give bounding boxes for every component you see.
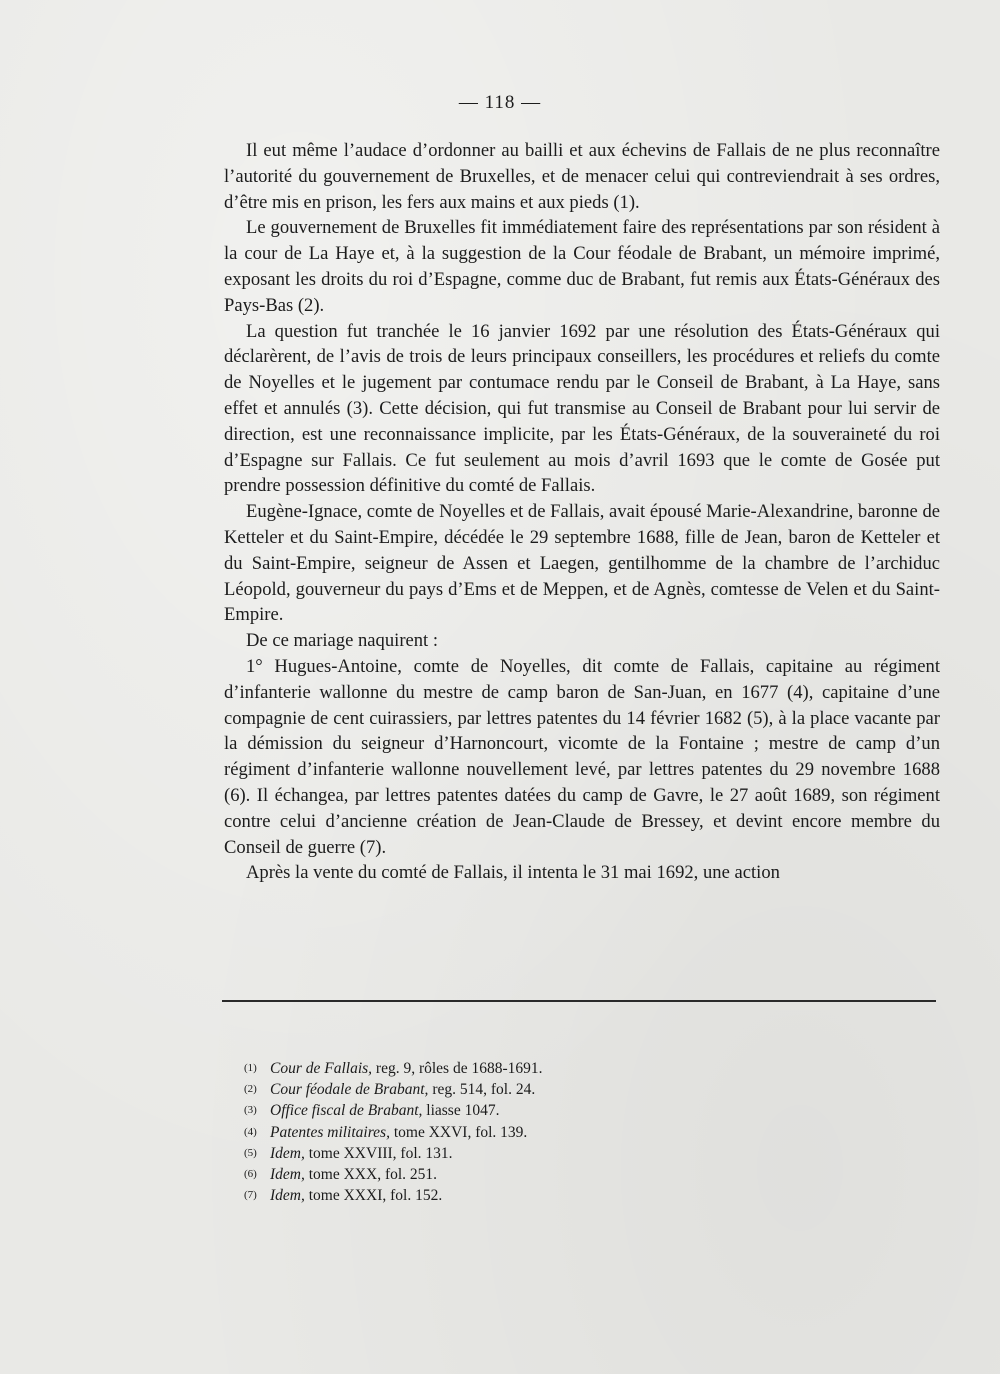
footnote-text bbox=[270, 1185, 442, 1206]
footnote-text bbox=[270, 1100, 499, 1121]
footnote-reference: reg. 514, fol. 24. bbox=[428, 1081, 536, 1099]
paragraph: Après la vente du comté de Fallais, il intenta le 31 mai 1692, une action bbox=[246, 862, 780, 884]
footnote-text bbox=[270, 1058, 543, 1079]
footnote-source-title: Patentes militaires, bbox=[270, 1123, 390, 1141]
footnote-item bbox=[244, 1100, 804, 1121]
footnote-source-title: Cour féodale de Brabant, bbox=[270, 1081, 429, 1099]
footnote-reference: tome XXVIII, fol. 131. bbox=[304, 1144, 453, 1162]
footnote-text bbox=[270, 1079, 535, 1100]
paragraph: De ce mariage naquirent : bbox=[246, 630, 439, 652]
footnote-item bbox=[244, 1185, 804, 1206]
footnote-text bbox=[270, 1164, 437, 1185]
footnote-reference: reg. 9, rôles de 1688-1691. bbox=[372, 1060, 543, 1077]
footnote-number: (6) bbox=[244, 1168, 257, 1181]
footnote-reference: tome XXX, fol. 251. bbox=[304, 1166, 438, 1184]
footnote-source-title: Idem, bbox=[270, 1144, 305, 1162]
paragraph: Eugène-Ignace, comte de Noyelles et de Fallais, avait épousé Marie-Alexandrine, baronne de Ketteler et du Saint-Empire, décédée le 29 septembre 1688, fille de Jean, baron de Ketteler et du Saint-Empire, seigneur de Assen et Laegen, gentilhomme de la chambre de l’archiduc Léopold, gouverneur du pays d’Ems et de Meppen, et de Agnès, comtesse de Velen et du Saint-Empire. bbox=[224, 501, 940, 626]
footnote-number: (5) bbox=[244, 1146, 257, 1159]
body-text bbox=[224, 138, 940, 886]
page-number: — 118 — bbox=[458, 92, 542, 113]
footnote-separator-rule bbox=[222, 1000, 936, 1002]
footnote-source-title: Idem, bbox=[270, 1187, 305, 1205]
footnote-item bbox=[244, 1079, 804, 1100]
paragraph: Le gouvernement de Bruxelles fit immédiatement faire des représentations par son résident à la cour de La Haye et, à la suggestion de la Cour féodale de Brabant, un mémoire imprimé, exposant les droits du roi d’Espagne, comme duc de Brabant, fut remis aux États-Généraux des Pays-Bas (2). bbox=[224, 217, 940, 316]
footnote-source-title: Idem, bbox=[270, 1166, 305, 1184]
footnote-reference: tome XXVI, fol. 139. bbox=[389, 1123, 528, 1141]
footnote-number: (3) bbox=[244, 1104, 257, 1117]
footnote-source-title: Office fiscal de Brabant, bbox=[270, 1102, 423, 1120]
footnote-reference: tome XXXI, fol. 152. bbox=[304, 1187, 443, 1205]
footnote-item bbox=[244, 1164, 804, 1185]
footnote-item bbox=[244, 1058, 804, 1079]
footnote-source-title: Cour de Fallais, bbox=[270, 1060, 373, 1077]
footnote-text bbox=[270, 1143, 453, 1164]
footnote-number: (2) bbox=[244, 1083, 257, 1096]
paragraph: Il eut même l’audace d’ordonner au bailli et aux échevins de Fallais de ne plus reconnaître l’autorité du gouvernement de Bruxelles, et de menacer celui qui contreviendrait à ses ordres, d’être mis en prison, les fers aux mains et aux pieds (1). bbox=[224, 140, 940, 213]
footnote-text bbox=[270, 1122, 527, 1143]
footnote-number: (7) bbox=[244, 1189, 257, 1202]
footnote-reference: liasse 1047. bbox=[422, 1102, 500, 1120]
footnote-number: (1) bbox=[244, 1062, 257, 1074]
footnotes bbox=[244, 1058, 804, 1206]
paragraph: La question fut tranchée le 16 janvier 1692 par une résolution des États-Généraux qui déclarèrent, de l’avis de trois de leurs principaux conseillers, les procédures et reliefs du comte de Noyelles et le jugement par contumace rendu par le Conseil de Brabant, à La Haye, sans effet et annulés (3). Cette décision, qui fut transmise au Conseil de Brabant pour lui servir de direction, est une reconnaissance implicite, par les États-Généraux, de la souveraineté du roi d’Espagne sur Fallais. Ce fut seulement au mois d’avril 1693 que le comte de Gosée put prendre possession définitive du comté de Fallais. bbox=[224, 320, 940, 497]
footnote-number: (4) bbox=[244, 1125, 257, 1138]
footnote-item bbox=[244, 1143, 804, 1164]
paragraph: 1° Hugues-Antoine, comte de Noyelles, dit comte de Fallais, capitaine au régiment d’infanterie wallonne du mestre de camp baron de San-Juan, en 1677 (4), capitaine d’une compagnie de cent cuirassiers, par lettres patentes du 14 février 1682 (5), à la place vacante par la démission du seigneur d’Harnoncourt, vicomte de la Fontaine ; mestre de camp d’un régiment d’infanterie wallonne nouvellement levé, par lettres patentes du 29 novembre 1688 (6). Il échangea, par lettres patentes datées du camp de Gavre, le 27 août 1689, son régiment contre celui d’ancienne création de Jean-Claude de Bressey, et devint encore membre du Conseil de guerre (7). bbox=[224, 655, 940, 858]
footnote-item bbox=[244, 1122, 804, 1143]
